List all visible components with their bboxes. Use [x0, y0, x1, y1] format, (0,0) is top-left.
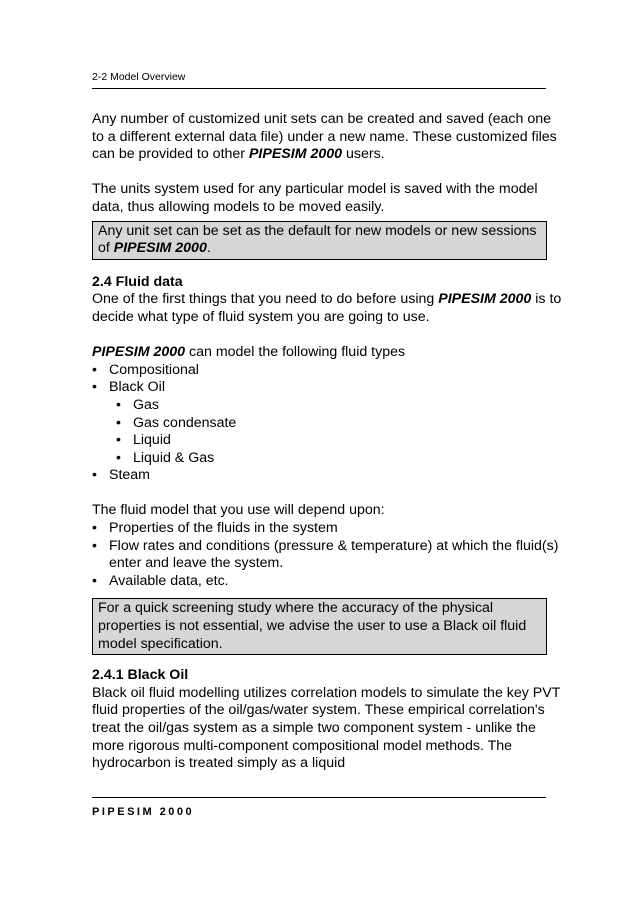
list-item: • Liquid & Gas: [92, 450, 562, 468]
list-item: • Gas: [92, 397, 562, 415]
section-heading-black-oil: 2.4.1 Black Oil: [92, 667, 189, 684]
text: One of the first things that you need to do before using: [92, 291, 439, 308]
list-item: • Available data, etc.: [92, 573, 562, 591]
paragraph-depends-intro: The fluid model that you use will depend upon:: [92, 502, 385, 519]
note-box-default-unit-set: [92, 221, 547, 260]
paragraph-fluid-types-intro: [92, 344, 562, 362]
note-box-screening-study: For a quick screening study where the accuracy of the physical properties is not essential, we advise the user to use a Black oil fluid model specification.: [92, 598, 547, 655]
text: Any unit set can be set as the default for new models or new sessions of: [98, 222, 537, 257]
page-body: [92, 111, 562, 773]
brand-name: PIPESIM 2000: [248, 146, 343, 163]
text: .: [206, 240, 211, 257]
list-item: • Black Oil: [92, 379, 562, 397]
text: Any number of customized unit sets can be created and saved (each one to a different external data file) under a new name. These customized files can be provided to other: [92, 111, 557, 163]
running-header: 2-2 Model Overview: [92, 71, 186, 83]
list-item: • Liquid: [92, 432, 562, 450]
brand-name: PIPESIM 2000: [113, 240, 207, 257]
black-oil-sublist: [92, 397, 562, 467]
list-item: • Compositional: [92, 362, 562, 380]
list-item: • Properties of the fluids in the system: [92, 520, 562, 538]
paragraph-units-system: The units system used for any particular model is saved with the model data, thus allowing models to be moved easily.: [92, 181, 538, 215]
paragraph-black-oil: Black oil fluid modelling utilizes correlation models to simulate the key PVT fluid properties of the oil/gas/water system. These empirical correlation's treat the oil/gas system as a simple two component system - unlike the more rigorous multi-component compositional model methods. The hydrocarbon is treated simply as a liquid: [92, 684, 561, 772]
text: users.: [342, 146, 385, 163]
paragraph-fluid-data: [92, 291, 562, 326]
header-rule: [92, 88, 546, 89]
depends-list: [92, 520, 562, 590]
list-item: • Gas condensate: [92, 415, 562, 433]
list-item: • Steam: [92, 467, 562, 485]
running-footer: PIPESIM 2000: [92, 806, 195, 818]
text: is to decide what type of fluid system you are going to use.: [92, 291, 562, 325]
brand-name: PIPESIM 2000: [438, 291, 532, 308]
paragraph-unit-sets: [92, 111, 562, 164]
fluid-types-list-end: [92, 467, 562, 485]
brand-name: PIPESIM 2000: [92, 344, 186, 361]
text: can model the following fluid types: [185, 344, 406, 361]
section-heading-fluid-data: 2.4 Fluid data: [92, 273, 183, 290]
list-item: • Flow rates and conditions (pressure & temperature) at which the fluid(s) enter and leave the system.: [92, 538, 562, 573]
footer-rule: [92, 797, 546, 798]
fluid-types-list: [92, 362, 562, 397]
